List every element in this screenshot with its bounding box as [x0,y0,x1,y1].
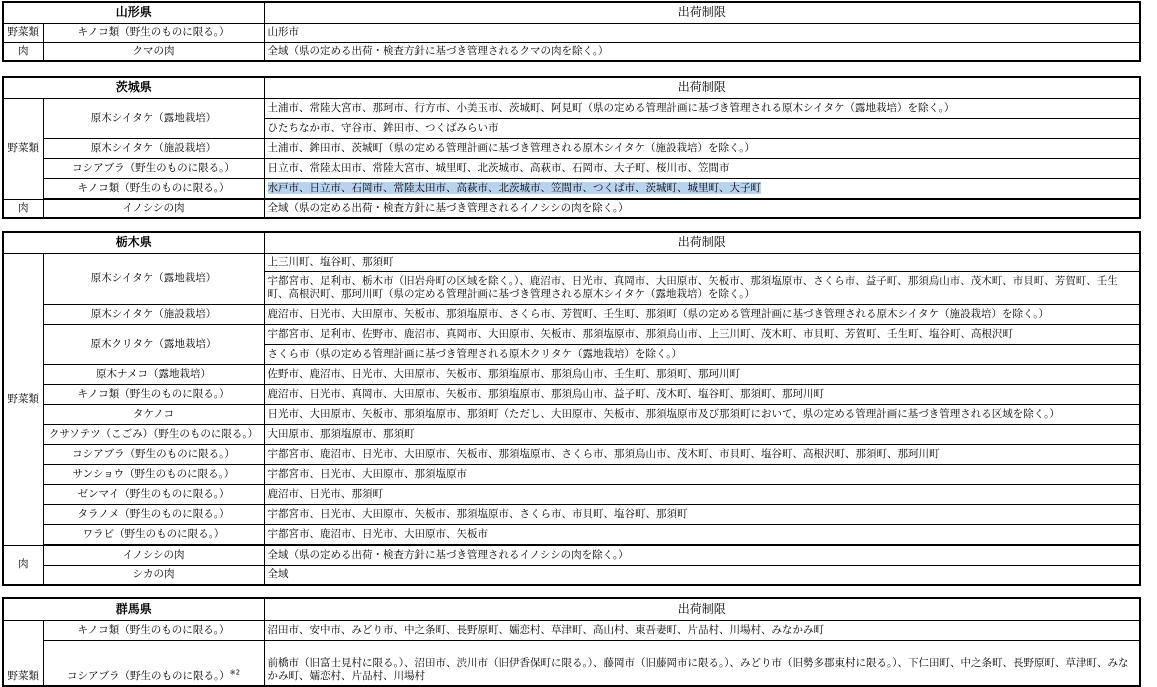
areas-mushroom: 鹿沼市、日光市、真岡市、大田原市、矢板市、那須塩原市、那須烏山市、益子町、茂木町、塩谷町、那須町、那珂川町 [264,384,1140,404]
restriction-header: 出荷制限 [264,77,1140,98]
item-takenoko: タケノコ [43,404,264,424]
item-mushroom: キノコ類（野生のものに限る。） [43,178,264,198]
areas-shiitake-indoor: 土浦市、鉾田市、茨城町（県の定める管理計画に基づき管理される原木シイタケ（施設栽培）を除く。） [264,138,1140,158]
item-shiitake-indoor: 原木シイタケ（施設栽培） [43,138,264,158]
footnote-mark: ※2 [229,668,241,677]
item-kuritake: 原木クリタケ（露地栽培） [43,324,264,364]
areas-taranome: 宇都宮市、日光市、大田原市、矢板市、那須塩原市、さくら市、市貝町、塩谷町、那須町 [264,504,1140,524]
areas-kusasotetsu: 大田原市、那須塩原市、那須町 [264,424,1140,444]
yamagata-table [2,1,1141,62]
areas-mushroom[interactable] [264,178,1140,198]
item-boar: イノシシの肉 [43,545,264,565]
areas-shiitake-outdoor-1: 土浦市、常陸大宮市、那珂市、行方市、小美玉市、茨城町、阿見町（県の定める管理計画に基づき管理される原木シイタケ（露地栽培）を除く。） [264,98,1140,118]
item-koshiabura: コシアブラ（野生のものに限る。） [43,158,264,178]
item-mushroom: キノコ類（野生のものに限る。） [43,384,264,404]
item-nameko: 原木ナメコ（露地栽培） [43,364,264,384]
areas-mushroom: 沼田市、安中市、みどり市、中之条町、長野原町、嬬恋村、草津町、高山村、東吾妻町、片品村、川場村、みなかみ町 [264,620,1140,640]
category-meat: 肉 [3,545,43,585]
item-kusasotetsu: クサソテツ（こごみ）（野生のものに限る。） [43,424,264,444]
areas-bear: 全域（県の定める出荷・検査方針に基づき管理されるクマの肉を除く。） [264,42,1140,61]
category-vegetables: 野菜類 [3,23,43,42]
areas-mushroom: 山形市 [264,23,1140,42]
tochigi-block [2,231,1139,586]
ibaraki-block [2,76,1139,219]
areas-koshiabura: 宇都宮市、鹿沼市、日光市、大田原市、矢板市、那須塩原市、さくら市、那須烏山市、茂木町、市貝町、塩谷町、高根沢町、那須町、那珂川町 [264,444,1140,464]
areas-kuritake-2: さくら市（県の定める管理計画に基づき管理される原木クリタケ（露地栽培）を除く。） [264,344,1140,364]
item-sansho: サンショウ（野生のものに限る。） [43,464,264,484]
ibaraki-table [2,76,1141,219]
yamagata-block [2,1,1139,62]
areas-koshiabura: 前橋市（旧富士見村に限る。）、沼田市、渋川市（旧伊香保町に限る。）、藤岡市（旧藤岡市に限る。）、みどり市（旧勢多郡東村に限る。）、下仁田町、中之条町、長野原町、草津町、みなかみ町、嬬恋村、片品村、川場村 [264,640,1140,686]
areas-zenmai: 鹿沼市、日光市、那須町 [264,484,1140,504]
areas-warabi: 宇都宮市、鹿沼市、日光市、大田原市、矢板市 [264,524,1140,544]
category-meat: 肉 [3,42,43,61]
areas-sansho: 宇都宮市、日光市、大田原市、那須塩原市 [264,464,1140,484]
prefecture-name: 山形県 [3,2,264,23]
item-koshiabura-label: コシアブラ（野生のものに限る。） [66,670,230,682]
areas-boar: 全域（県の定める出荷・検査方針に基づき管理されるイノシシの肉を除く。） [264,199,1140,218]
item-shiitake-indoor: 原木シイタケ（施設栽培） [43,304,264,324]
selected-text-highlight[interactable]: 水戸市、日立市、石岡市、常陸太田市、高萩市、北茨城市、笠間市、つくば市、茨城町、城里町、大子町 [267,181,762,194]
areas-shiitake-outdoor-2: 宇都宮市、足利市、栃木市（旧岩舟町の区域を除く。）、鹿沼市、日光市、真岡市、大田原市、矢板市、那須塩原市、さくら市、益子町、那須烏山市、茂木町、市貝町、芳賀町、壬生町、高根沢町、那珂川町（県の定める管理計画に基づき管理される原木シイタケ（露地栽培）を除く。） [264,271,1140,304]
gunma-table [2,597,1141,687]
item-mushroom: キノコ類（野生のものに限る。） [43,23,264,42]
item-warabi: ワラビ（野生のものに限る。） [43,524,264,544]
areas-nameko: 佐野市、鹿沼市、日光市、大田原市、矢板市、那須塩原市、那須烏山市、壬生町、那須町、那珂川町 [264,364,1140,384]
category-vegetables: 野菜類 [3,98,43,199]
prefecture-name: 群馬県 [3,598,264,620]
gunma-block [2,597,1139,687]
areas-deer: 全域 [264,565,1140,585]
prefecture-name: 栃木県 [3,232,264,253]
item-mushroom: キノコ類（野生のものに限る。） [43,620,264,640]
category-meat: 肉 [3,199,43,218]
item-shiitake-outdoor: 原木シイタケ（露地栽培） [43,98,264,138]
restriction-header: 出荷制限 [264,598,1140,620]
item-taranome: タラノメ（野生のものに限る。） [43,504,264,524]
item-bear: クマの肉 [43,42,264,61]
item-zenmai: ゼンマイ（野生のものに限る。） [43,484,264,504]
prefecture-name: 茨城県 [3,77,264,98]
areas-takenoko: 日光市、大田原市、矢板市、那須塩原市、那須町（ただし、大田原市、矢板市、那須塩原市及び那須町において、県の定める管理計画に基づき管理される区域を除く。） [264,404,1140,424]
tochigi-table [2,231,1141,586]
areas-shiitake-indoor: 鹿沼市、日光市、大田原市、矢板市、那須塩原市、さくら市、芳賀町、壬生町、那須町（県の定める管理計画に基づき管理される原木シイタケ（施設栽培）を除く。） [264,304,1140,324]
restriction-header: 出荷制限 [264,232,1140,253]
areas-shiitake-outdoor-2: ひたちなか市、守谷市、鉾田市、つくばみらい市 [264,118,1140,138]
item-koshiabura: コシアブラ（野生のものに限る。） [43,444,264,464]
areas-boar: 全域（県の定める出荷・検査方針に基づき管理されるイノシシの肉を除く。） [264,545,1140,565]
item-shiitake-outdoor: 原木シイタケ（露地栽培） [43,253,264,304]
category-vegetables: 野菜類 [3,620,43,686]
restriction-header: 出荷制限 [264,2,1140,23]
areas-shiitake-outdoor-1: 上三川町、塩谷町、那須町 [264,253,1140,271]
item-boar: イノシシの肉 [43,199,264,218]
category-vegetables: 野菜類 [3,253,43,545]
item-koshiabura [43,640,264,686]
item-deer: シカの肉 [43,565,264,585]
areas-koshiabura: 日立市、常陸太田市、常陸大宮市、城里町、北茨城市、高萩市、石岡市、大子町、桜川市、笠間市 [264,158,1140,178]
areas-kuritake-1: 宇都宮市、足利市、佐野市、鹿沼市、真岡市、大田原市、矢板市、那須塩原市、那須烏山市、上三川町、茂木町、市貝町、芳賀町、壬生町、塩谷町、高根沢町 [264,324,1140,344]
